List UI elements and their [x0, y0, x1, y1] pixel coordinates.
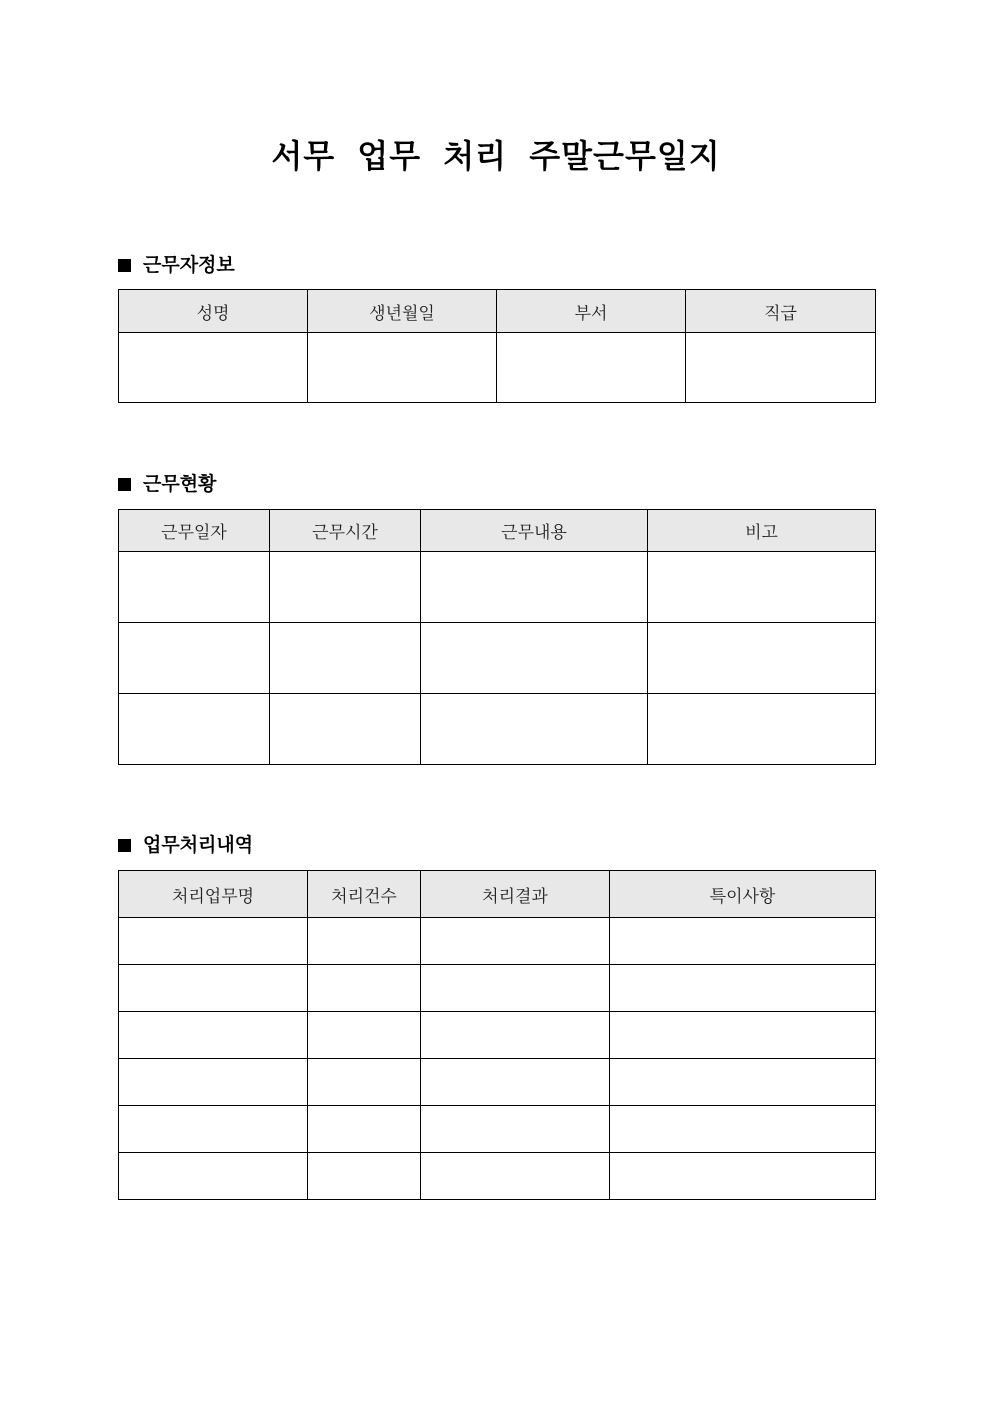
column-header-work-content: 근무내용 [421, 510, 648, 552]
section-heading-label: 업무처리내역 [143, 834, 254, 856]
special-notes-cell[interactable] [610, 1059, 876, 1106]
table-row [119, 1059, 876, 1106]
table-header-row [119, 510, 876, 552]
column-header-special-notes: 특이사항 [610, 871, 876, 918]
task-name-cell[interactable] [119, 1012, 308, 1059]
task-name-cell[interactable] [119, 965, 308, 1012]
work-content-cell[interactable] [421, 552, 648, 623]
work-date-cell[interactable] [119, 552, 270, 623]
task-name-cell[interactable] [119, 1153, 308, 1200]
column-header-task-name: 처리업무명 [119, 871, 308, 918]
table-row [119, 1012, 876, 1059]
square-bullet-icon [118, 478, 131, 491]
column-header-position: 직급 [686, 290, 876, 333]
section-heading-label: 근무현황 [143, 473, 217, 495]
table-row [119, 623, 876, 694]
work-hours-cell[interactable] [270, 552, 421, 623]
task-result-cell[interactable] [421, 1012, 610, 1059]
task-name-cell[interactable] [119, 1106, 308, 1153]
column-header-remarks: 비고 [648, 510, 876, 552]
remarks-cell[interactable] [648, 694, 876, 765]
special-notes-cell[interactable] [610, 1153, 876, 1200]
task-result-cell[interactable] [421, 1106, 610, 1153]
work-hours-cell[interactable] [270, 694, 421, 765]
special-notes-cell[interactable] [610, 1106, 876, 1153]
column-header-work-hours: 근무시간 [270, 510, 421, 552]
table-row [119, 333, 876, 403]
column-header-name: 성명 [119, 290, 308, 333]
task-count-cell[interactable] [308, 1106, 421, 1153]
table-header-row [119, 290, 876, 333]
task-count-cell[interactable] [308, 918, 421, 965]
document-title: 서무 업무 처리 주말근무일지 [271, 137, 721, 175]
section-heading-worker-info [118, 252, 235, 278]
task-count-cell[interactable] [308, 1059, 421, 1106]
special-notes-cell[interactable] [610, 965, 876, 1012]
worker-info-table [118, 289, 876, 403]
remarks-cell[interactable] [648, 552, 876, 623]
remarks-cell[interactable] [648, 623, 876, 694]
table-row [119, 1106, 876, 1153]
work-date-cell[interactable] [119, 694, 270, 765]
column-header-work-date: 근무일자 [119, 510, 270, 552]
name-cell[interactable] [119, 333, 308, 403]
task-name-cell[interactable] [119, 1059, 308, 1106]
task-result-cell[interactable] [421, 1059, 610, 1106]
birthdate-cell[interactable] [308, 333, 497, 403]
table-row [119, 552, 876, 623]
position-cell[interactable] [686, 333, 876, 403]
table-row [119, 918, 876, 965]
task-name-cell[interactable] [119, 918, 308, 965]
department-cell[interactable] [497, 333, 686, 403]
task-result-cell[interactable] [421, 918, 610, 965]
table-row [119, 965, 876, 1012]
work-content-cell[interactable] [421, 694, 648, 765]
work-date-cell[interactable] [119, 623, 270, 694]
work-hours-cell[interactable] [270, 623, 421, 694]
square-bullet-icon [118, 839, 131, 852]
work-status-table [118, 509, 876, 765]
section-heading-work-status [118, 471, 216, 497]
column-header-task-count: 처리건수 [308, 871, 421, 918]
task-result-cell[interactable] [421, 1153, 610, 1200]
special-notes-cell[interactable] [610, 918, 876, 965]
task-count-cell[interactable] [308, 1012, 421, 1059]
section-heading-label: 근무자정보 [143, 254, 235, 276]
column-header-department: 부서 [497, 290, 686, 333]
section-heading-task-history [118, 832, 253, 858]
task-result-cell[interactable] [421, 965, 610, 1012]
special-notes-cell[interactable] [610, 1012, 876, 1059]
table-row [119, 694, 876, 765]
column-header-birthdate: 생년월일 [308, 290, 497, 333]
task-count-cell[interactable] [308, 1153, 421, 1200]
task-count-cell[interactable] [308, 965, 421, 1012]
work-content-cell[interactable] [421, 623, 648, 694]
table-row [119, 1153, 876, 1200]
table-header-row [119, 871, 876, 918]
task-history-table [118, 870, 876, 1200]
square-bullet-icon [118, 259, 131, 272]
column-header-task-result: 처리결과 [421, 871, 610, 918]
